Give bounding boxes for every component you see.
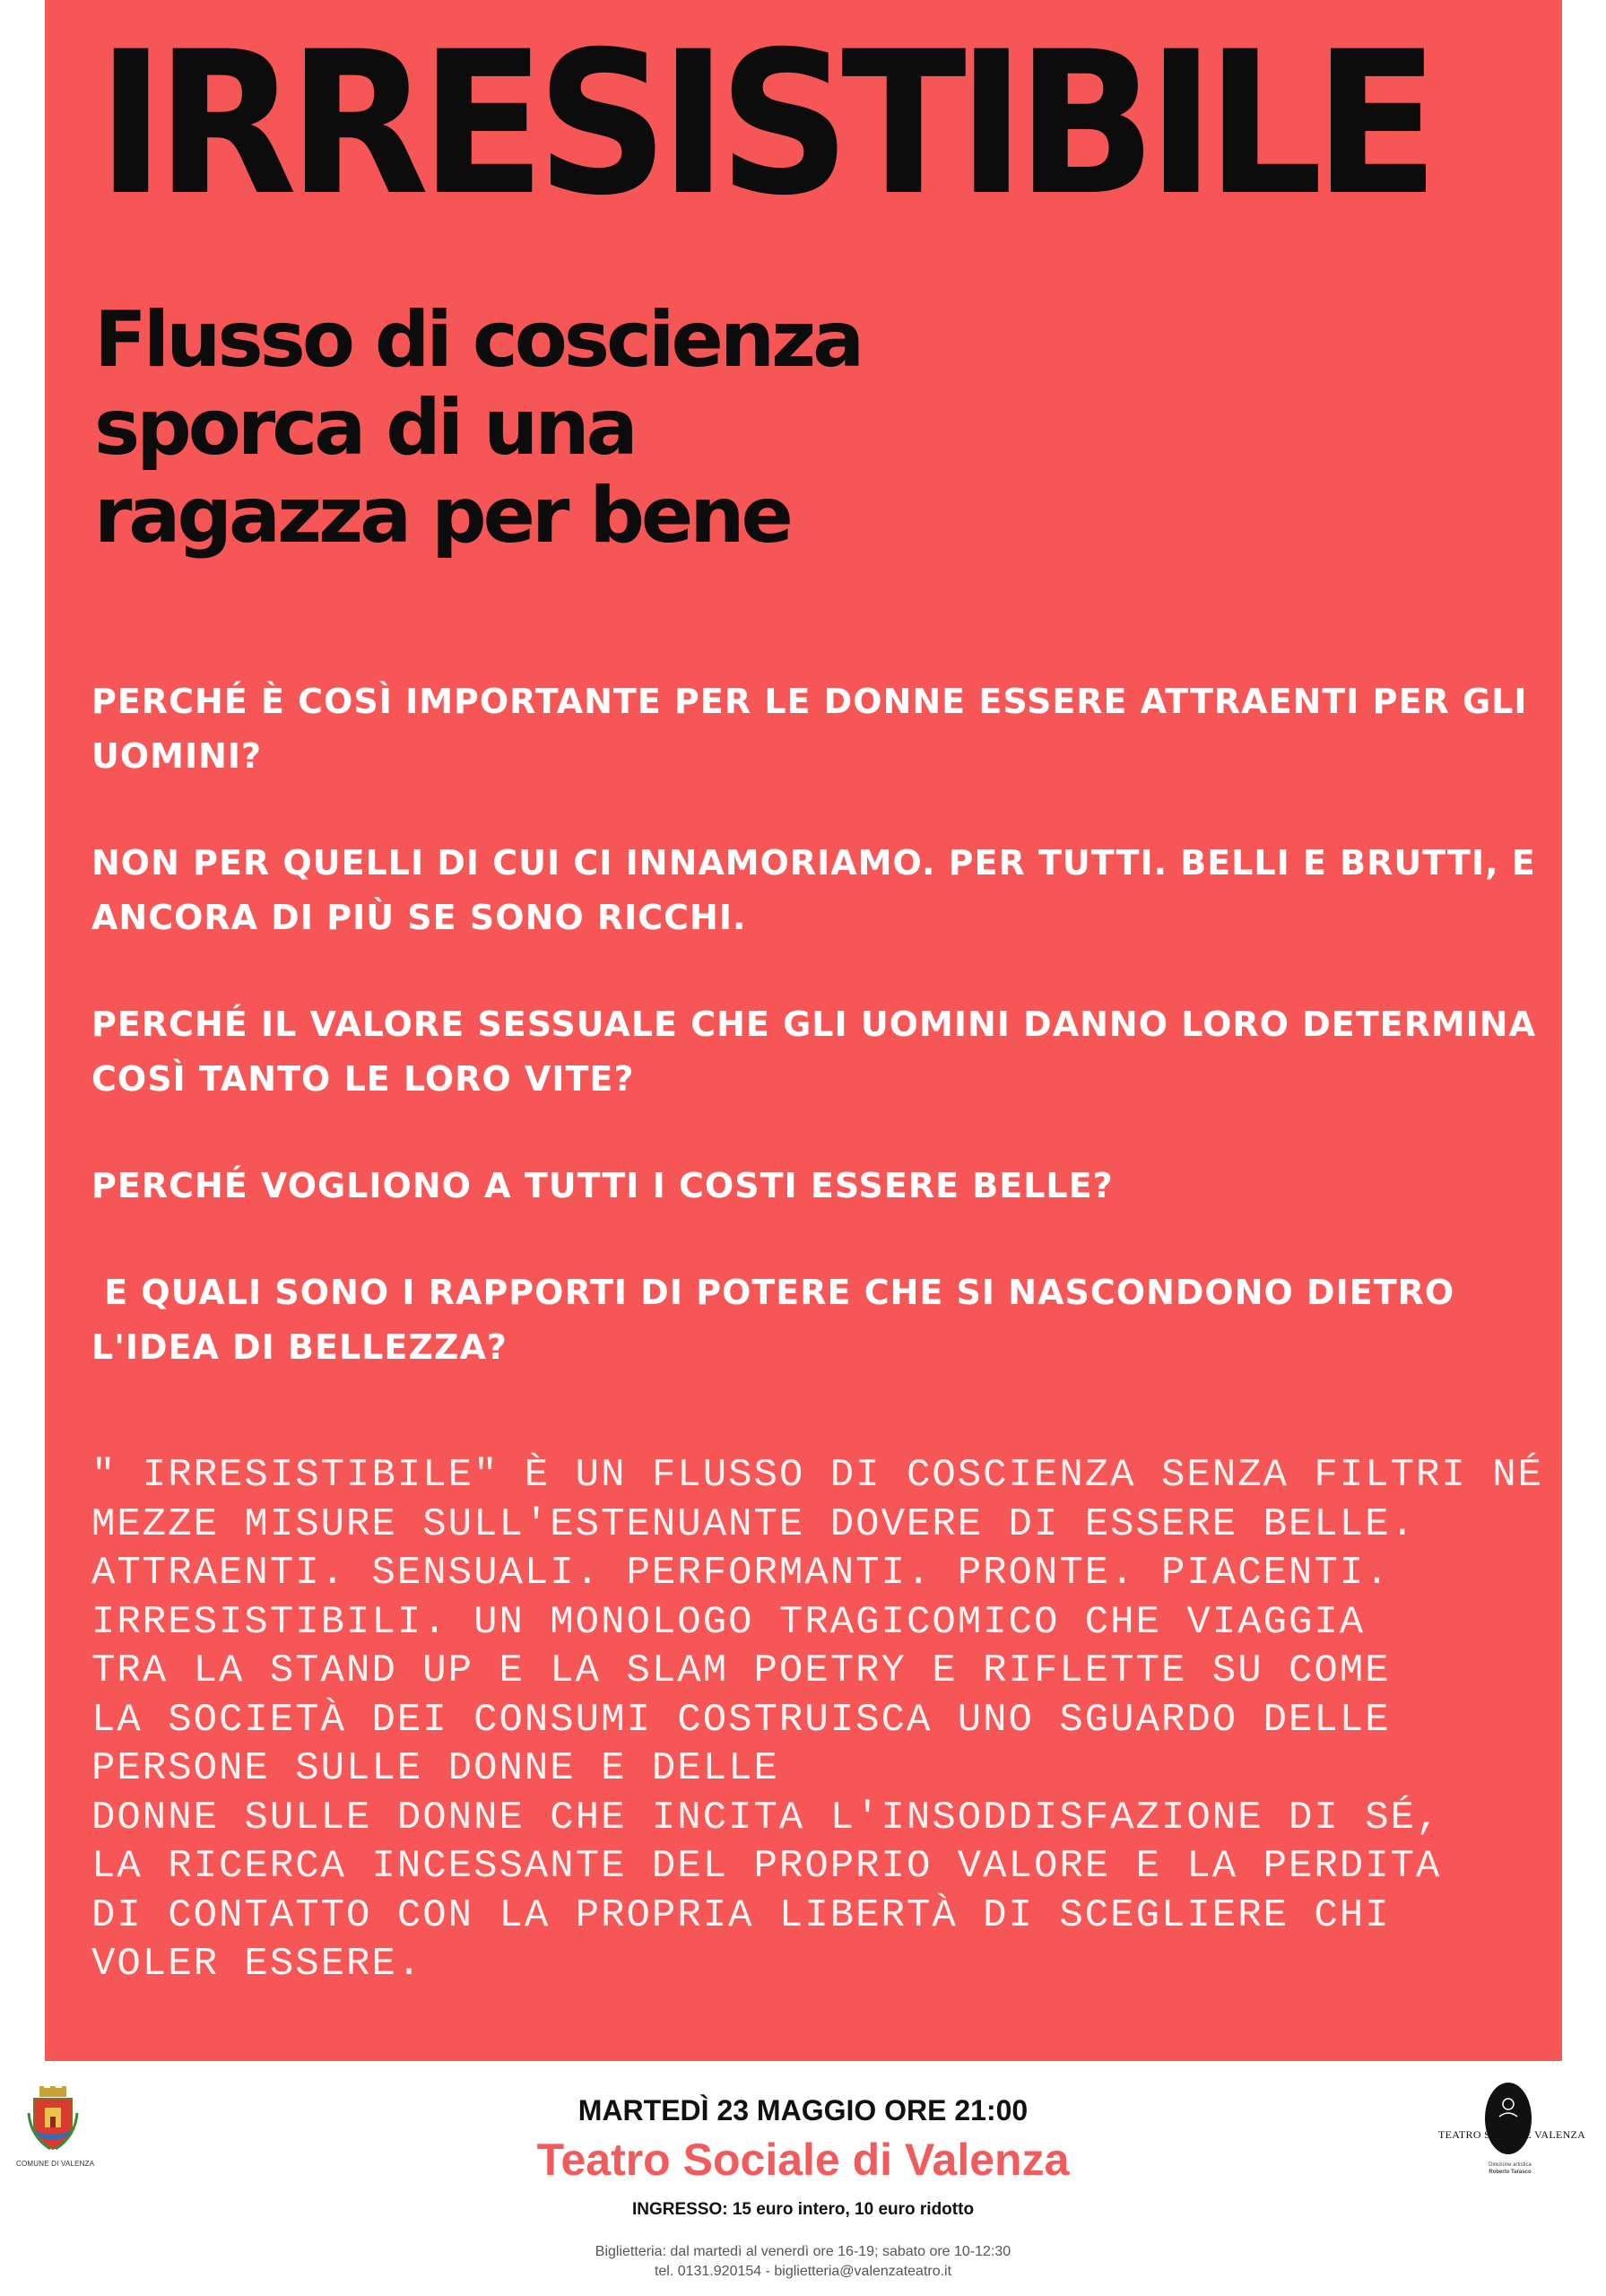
show-subtitle [94, 296, 861, 560]
question-paragraph: PERCHÉ IL VALORE SESSUALE CHE GLI UOMINI DANNO LORO DETERMINA COSÌ TANTO LE LORO VITE? [91, 1004, 1537, 1099]
subtitle-line: Flusso di coscienza [94, 295, 862, 385]
event-venue: Teatro Sociale di Valenza [536, 2135, 1070, 2185]
poster-panel [45, 0, 1562, 2061]
subtitle-line: sporca di una [94, 383, 635, 473]
theatre-credit-person: Roberto Tarasco [1489, 2170, 1532, 2175]
question-paragraph: PERCHÉ È COSÌ IMPORTANTE PER LE DONNE ESSERE ATTRAENTI PER GLI UOMINI? [91, 682, 1528, 776]
question-paragraph: PERCHÉ VOGLIONO A TUTTI I COSTI ESSERE BELLE? [91, 1166, 1114, 1205]
question-paragraph: E QUALI SONO I RAPPORTI DI POTERE CHE SI NASCONDONO DIETRO L'IDEA DI BELLEZZA? [91, 1273, 1468, 1367]
show-synopsis: " IRRESISTIBILE" È UN FLUSSO DI COSCIENZA SENZA FILTRI NÉ MEZZE MISURE SULL'ESTENUANTE DOVERE DI ESSERE BELLE. ATTRAENTI. SENSUALI. PERFORMANTI. PRONTE. PIACENTI. IRRESISTIBILI. UN MONOLOGO TRAGICOMICO CHE VIAGGIA TRA LA STAND UP E LA SLAM POETRY E RIFLETTE SU COME LA SOCIETÀ DEI CONSUMI COSTRUISCA UNO SGUARDO DELLE PERSONE SULLE DONNE E DELLE DONNE SULLE DONNE CHE INCITA L'INSODDISFAZIONE DI SÉ, LA RICERCA INCESSANTE DEL PROPRIO VALORE E LA PERDITA DI CONTATTO CON LA PROPRIA LIBERTÀ DI SCEGLIERE CHI VOLER ESSERE. [91, 1453, 1544, 1987]
theatre-emblem-icon [1483, 2081, 1533, 2156]
theatre-credit [1438, 2161, 1582, 2176]
box-office-contact: tel. 0131.920154 - biglietteria@valenzateatro.it [654, 2264, 952, 2279]
event-footer [0, 2061, 1606, 2296]
left-logo-label: COMUNE DI VALENZA [16, 2160, 95, 2168]
event-date: MARTEDÌ 23 MAGGIO ORE 21:00 [577, 2094, 1029, 2126]
theatre-name: TEATRO SOCIALE VALENZA [1438, 2128, 1586, 2141]
question-paragraph: NON PER QUELLI DI CUI CI INNAMORIAMO. PER TUTTI. BELLI E BRUTTI, E ANCORA DI PIÙ SE SONO RICCHI. [91, 843, 1536, 937]
ticket-prices: INGRESSO: 15 euro intero, 10 euro ridotto [631, 2200, 975, 2219]
box-office-hours: Biglietteria: dal martedì al venerdì ore 16-19; sabato ore 10-12:30 [595, 2244, 1011, 2259]
box-office-info [0, 2242, 1606, 2282]
questions-block [91, 674, 1562, 1427]
subtitle-line: ragazza per bene [94, 471, 790, 561]
show-title: IRRESISTIBILE [97, 9, 1430, 239]
theatre-credit-role: Direzione artistica [1489, 2162, 1532, 2168]
